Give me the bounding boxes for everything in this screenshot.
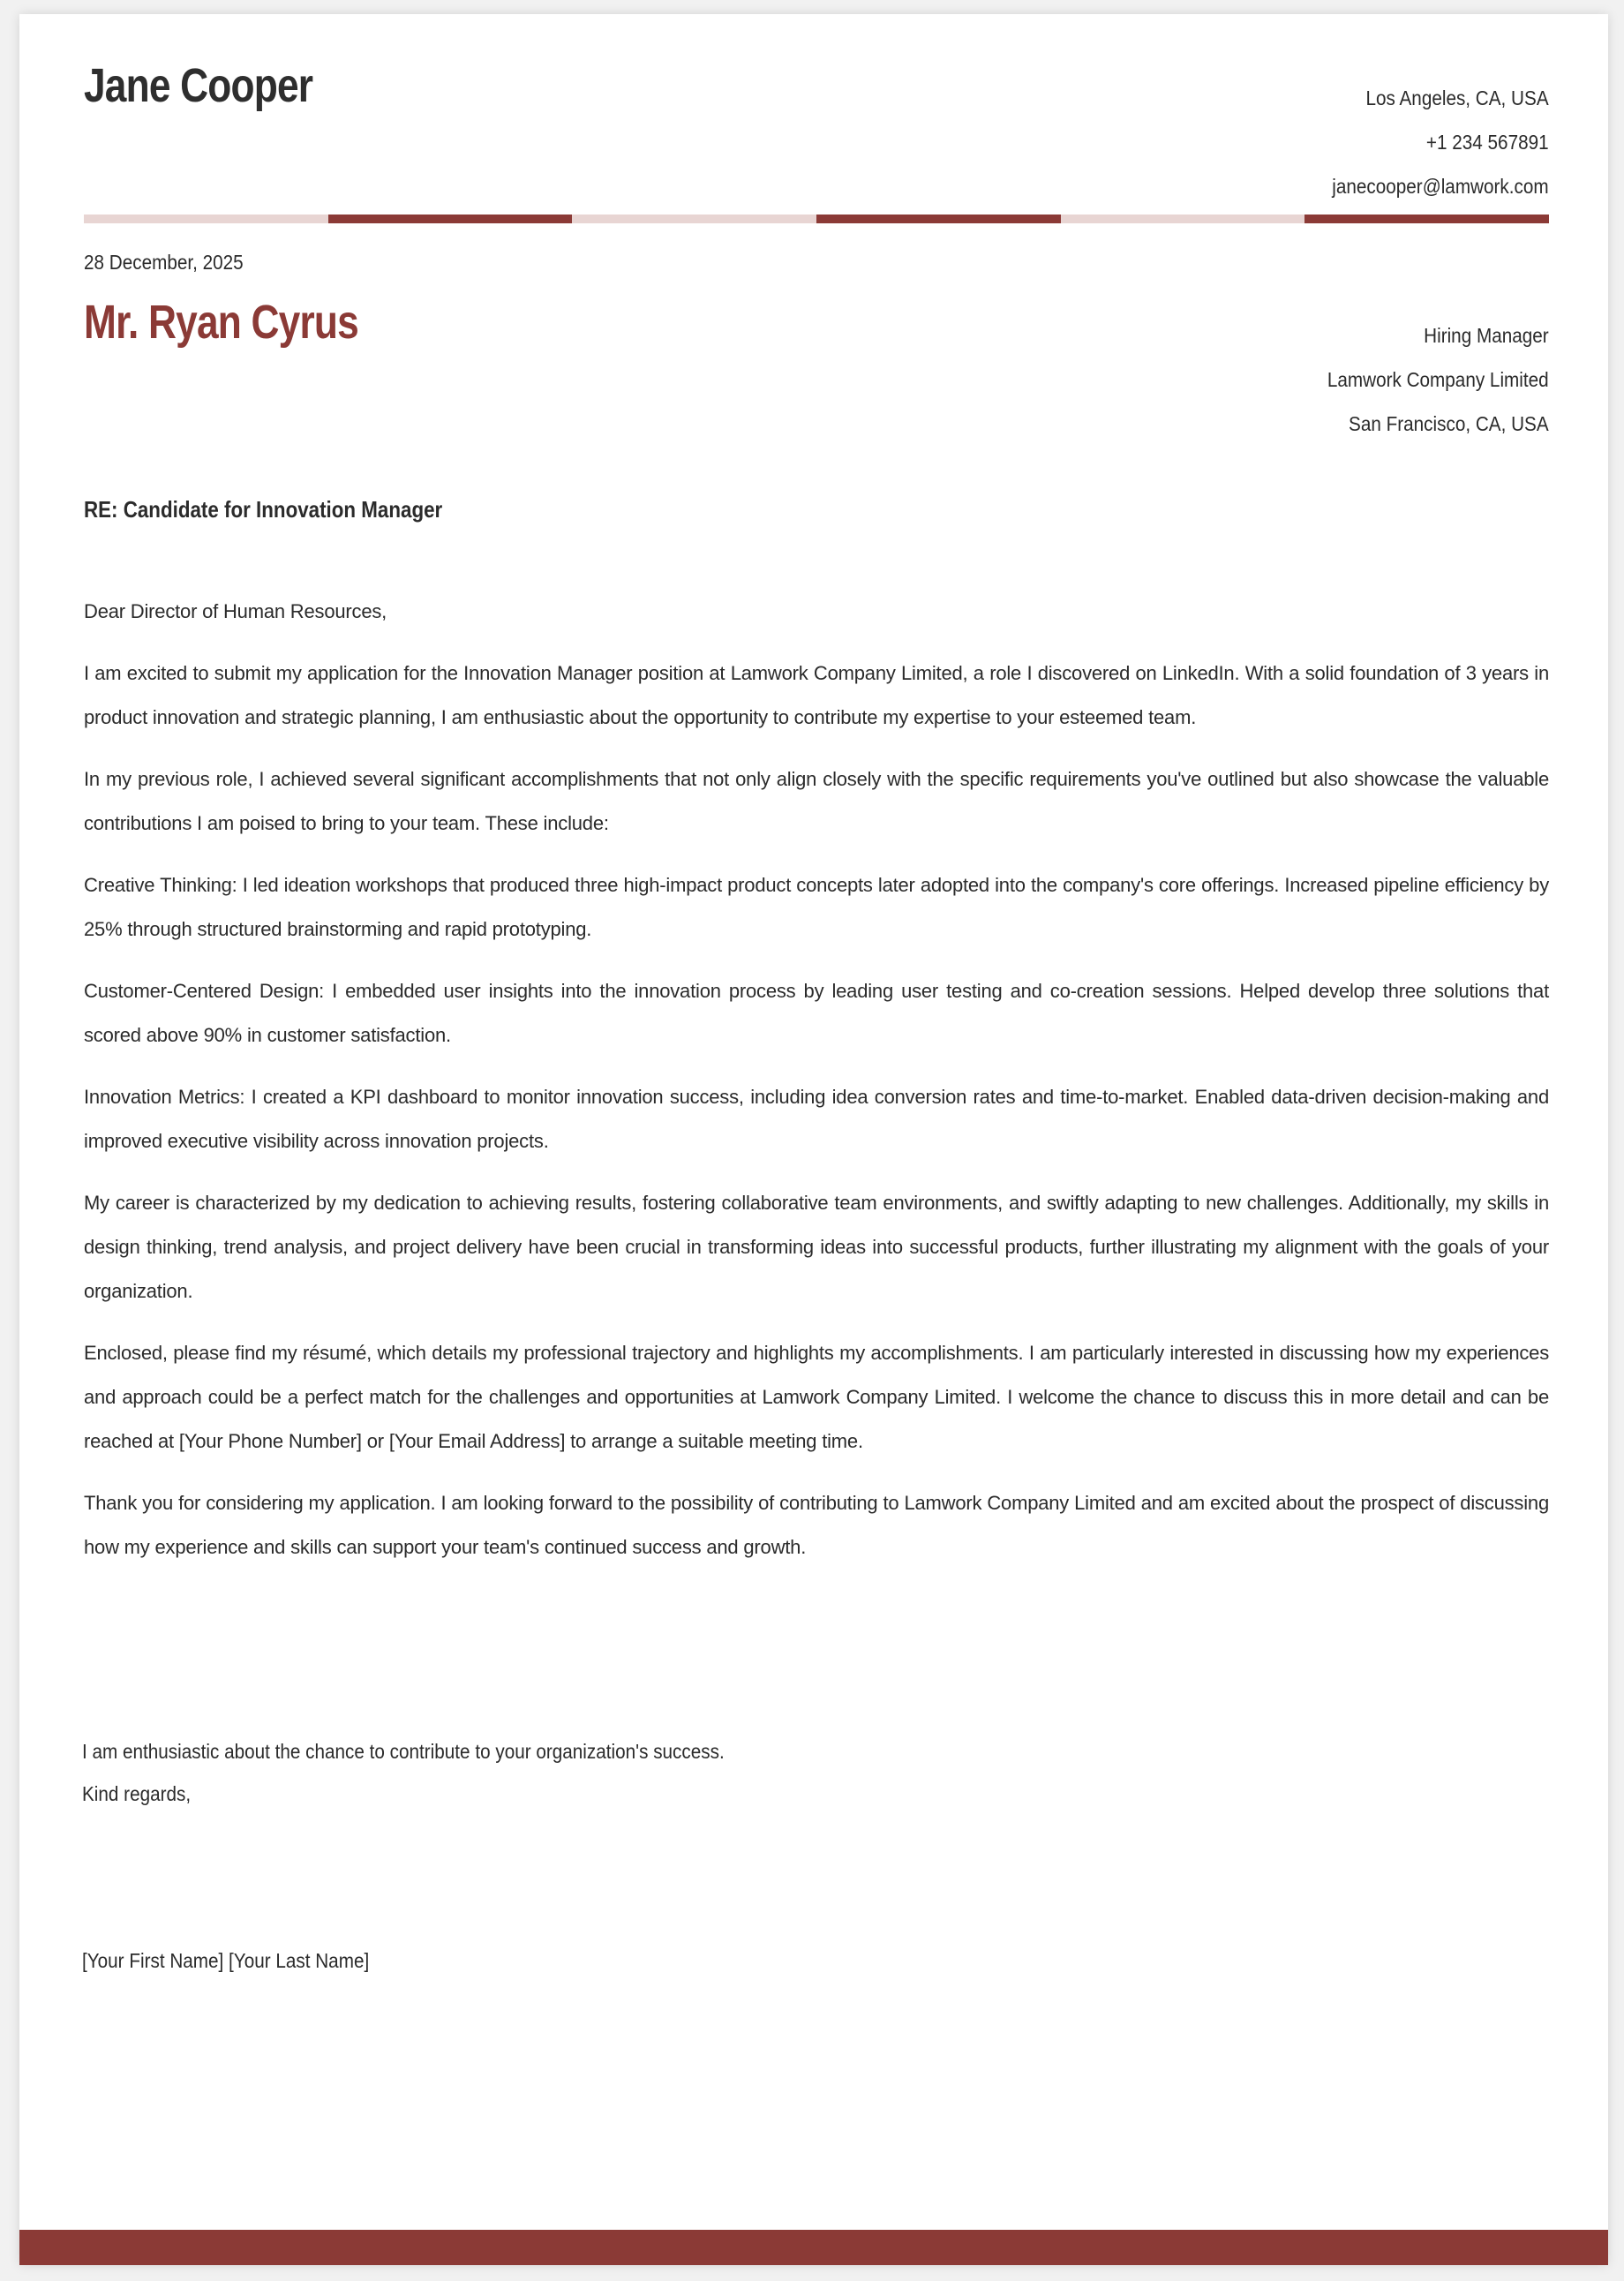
footer-bar	[19, 2230, 1608, 2265]
sender-phone: +1 234 567891	[1426, 131, 1549, 154]
recipient-company: Lamwork Company Limited	[1327, 368, 1549, 391]
closing-line: I am enthusiastic about the chance to contribute to your organization's success.	[82, 1740, 725, 1763]
letter-header	[84, 14, 1549, 214]
letter-page	[19, 14, 1608, 2265]
recipient-title: Hiring Manager	[1424, 324, 1549, 347]
divider-segment	[328, 215, 573, 223]
divider-segment	[1304, 215, 1549, 223]
sender-location: Los Angeles, CA, USA	[1365, 87, 1549, 109]
sender-name: Jane Cooper	[84, 59, 313, 112]
letter-greeting: Dear Director of Human Resources,	[84, 600, 387, 622]
letter-date: 28 December, 2025	[84, 251, 244, 274]
sign-off: Kind regards,	[82, 1782, 192, 1805]
body-paragraph: Thank you for considering my application. I am looking forward to the possibility of contributing to Lamwork Company Limited and am excited about the prospect of discussing how my experience and skills can support your team's continued success and growth.	[84, 1492, 1549, 1558]
letter-subject: RE: Candidate for Innovation Manager	[84, 496, 443, 523]
letter-closing	[82, 1730, 796, 1815]
body-paragraph: I am excited to submit my application for the Innovation Manager position at Lamwork Company Limited, a role I discovered on LinkedIn. With a solid foundation of 3 years in product innovation and strategic planning, I am enthusiastic about the opportunity to contribute my expertise to your esteemed team.	[84, 662, 1549, 728]
body-paragraph: Creative Thinking: I led ideation workshops that produced three high-impact product concepts later adopted into the company's core offerings. Increased pipeline efficiency by 25% through structured brainstorming and rapid prototyping.	[84, 874, 1549, 940]
divider-segment	[572, 215, 816, 223]
header-divider	[84, 215, 1549, 223]
body-paragraph: Enclosed, please find my résumé, which details my professional trajectory and highlights my accomplishments. I am particularly interested in discussing how my experiences and approach could be a perfect match for the challenges and opportunities at Lamwork Company Limited. I welcome the chance to discuss this in more detail and can be reached at [Your Phone Number] or [Your Email Address] to arrange a suitable meeting time.	[84, 1342, 1549, 1452]
sender-email: janecooper@lamwork.com	[1332, 175, 1549, 198]
recipient-info	[1303, 313, 1549, 446]
sender-contact	[1308, 76, 1549, 208]
divider-segment	[1061, 215, 1305, 223]
body-paragraph: Customer-Centered Design: I embedded user insights into the innovation process by leading user testing and co-creation sessions. Helped develop three solutions that scored above 90% in customer satisfaction.	[84, 980, 1549, 1046]
letter-body	[84, 590, 1549, 1587]
divider-segment	[816, 215, 1061, 223]
signature-name: [Your First Name] [Your Last Name]	[82, 1949, 370, 1972]
recipient-location: San Francisco, CA, USA	[1349, 412, 1549, 435]
body-paragraph: My career is characterized by my dedication to achieving results, fostering collaborative team environments, and swiftly adapting to new challenges. Additionally, my skills in design thinking, trend analysis, and project delivery have been crucial in transforming ideas into successful products, further illustrating my alignment with the goals of your organization.	[84, 1192, 1549, 1302]
body-paragraph: Innovation Metrics: I created a KPI dashboard to monitor innovation success, including idea conversion rates and time-to-market. Enabled data-driven decision-making and improved executive visibility across innovation projects.	[84, 1086, 1549, 1152]
letter-content	[82, 14, 1549, 1972]
body-paragraph: In my previous role, I achieved several significant accomplishments that not only align closely with the specific requirements you've outlined but also showcase the valuable contributions I am poised to bring to your team. These include:	[84, 768, 1549, 834]
divider-segment	[84, 215, 328, 223]
recipient-name: Mr. Ryan Cyrus	[84, 296, 358, 349]
